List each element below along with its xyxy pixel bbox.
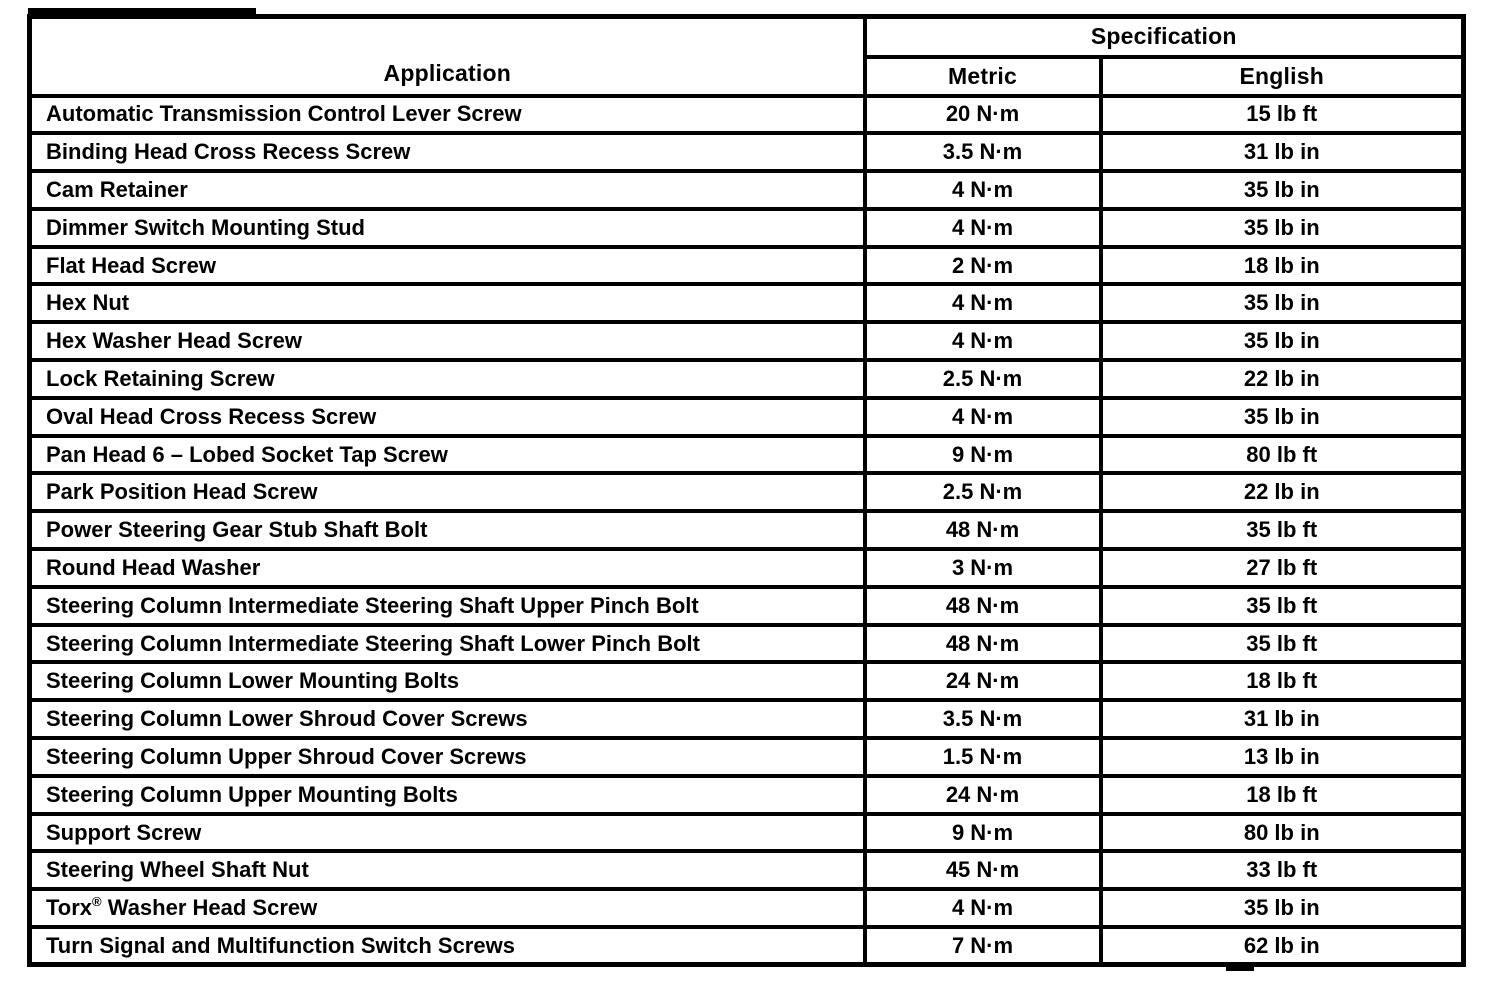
- application-cell: Park Position Head Screw: [30, 473, 865, 511]
- application-cell: Automatic Transmission Control Lever Screw: [30, 96, 865, 134]
- metric-value-cell: 20 N·m: [865, 96, 1101, 134]
- metric-value-cell: 2 N·m: [865, 247, 1101, 285]
- application-cell: Binding Head Cross Recess Screw: [30, 133, 865, 171]
- table-row: [30, 247, 1464, 285]
- table-row: [30, 209, 1464, 247]
- application-cell: Power Steering Gear Stub Shaft Bolt: [30, 511, 865, 549]
- application-cell: Dimmer Switch Mounting Stud: [30, 209, 865, 247]
- table-row: [30, 662, 1464, 700]
- english-value-cell: 35 lb ft: [1101, 587, 1464, 625]
- table-row: [30, 436, 1464, 474]
- table-row: [30, 171, 1464, 209]
- metric-value-cell: 4 N·m: [865, 322, 1101, 360]
- english-value-cell: 35 lb in: [1101, 398, 1464, 436]
- header-row-specification: [30, 17, 1464, 57]
- application-cell: Turn Signal and Multifunction Switch Screws: [30, 927, 865, 965]
- application-cell: Steering Column Lower Mounting Bolts: [30, 662, 865, 700]
- application-cell: Hex Nut: [30, 284, 865, 322]
- table-row: [30, 322, 1464, 360]
- english-value-cell: 18 lb ft: [1101, 662, 1464, 700]
- application-cell: Steering Column Intermediate Steering Shaft Lower Pinch Bolt: [30, 625, 865, 663]
- scan-artifact: [1226, 966, 1254, 971]
- english-value-cell: 35 lb in: [1101, 284, 1464, 322]
- table-row: [30, 398, 1464, 436]
- metric-value-cell: 3.5 N·m: [865, 700, 1101, 738]
- metric-value-cell: 24 N·m: [865, 776, 1101, 814]
- table-row: [30, 133, 1464, 171]
- application-cell: Steering Column Lower Shroud Cover Screws: [30, 700, 865, 738]
- english-value-cell: 15 lb ft: [1101, 96, 1464, 134]
- metric-value-cell: 4 N·m: [865, 889, 1101, 927]
- metric-value-cell: 24 N·m: [865, 662, 1101, 700]
- application-cell: Torx® Washer Head Screw: [30, 889, 865, 927]
- table-row: [30, 473, 1464, 511]
- application-cell: Steering Column Intermediate Steering Shaft Upper Pinch Bolt: [30, 587, 865, 625]
- application-cell: Flat Head Screw: [30, 247, 865, 285]
- scan-artifact: [130, 9, 139, 12]
- table-row: [30, 511, 1464, 549]
- table-row: [30, 889, 1464, 927]
- metric-value-cell: 4 N·m: [865, 398, 1101, 436]
- application-cell: Round Head Washer: [30, 549, 865, 587]
- torque-spec-table: [27, 14, 1466, 967]
- metric-value-cell: 1.5 N·m: [865, 738, 1101, 776]
- metric-value-cell: 4 N·m: [865, 284, 1101, 322]
- table-header: [30, 17, 1464, 96]
- english-value-cell: 35 lb ft: [1101, 625, 1464, 663]
- metric-value-cell: 7 N·m: [865, 927, 1101, 965]
- english-value-cell: 31 lb in: [1101, 700, 1464, 738]
- scan-artifact: [28, 8, 256, 17]
- application-cell: Oval Head Cross Recess Screw: [30, 398, 865, 436]
- application-cell: Steering Column Upper Mounting Bolts: [30, 776, 865, 814]
- table-row: [30, 549, 1464, 587]
- english-value-cell: 22 lb in: [1101, 360, 1464, 398]
- english-value-cell: 62 lb in: [1101, 927, 1464, 965]
- english-value-cell: 35 lb in: [1101, 322, 1464, 360]
- table-row: [30, 360, 1464, 398]
- table-row: [30, 587, 1464, 625]
- metric-value-cell: 9 N·m: [865, 814, 1101, 852]
- specification-column-header: Specification: [865, 17, 1464, 57]
- english-value-cell: 18 lb in: [1101, 247, 1464, 285]
- english-value-cell: 33 lb ft: [1101, 851, 1464, 889]
- english-column-header: English: [1101, 57, 1464, 96]
- english-value-cell: 22 lb in: [1101, 473, 1464, 511]
- english-value-cell: 13 lb in: [1101, 738, 1464, 776]
- application-cell: Steering Wheel Shaft Nut: [30, 851, 865, 889]
- english-value-cell: 18 lb ft: [1101, 776, 1464, 814]
- metric-value-cell: 48 N·m: [865, 587, 1101, 625]
- english-value-cell: 35 lb in: [1101, 889, 1464, 927]
- registered-trademark-symbol: ®: [92, 893, 102, 909]
- table-row: [30, 851, 1464, 889]
- application-column-header: Application: [30, 17, 865, 96]
- english-value-cell: 35 lb in: [1101, 171, 1464, 209]
- english-value-cell: 31 lb in: [1101, 133, 1464, 171]
- application-cell: Pan Head 6 – Lobed Socket Tap Screw: [30, 436, 865, 474]
- english-value-cell: 35 lb ft: [1101, 511, 1464, 549]
- application-cell: Support Screw: [30, 814, 865, 852]
- table-row: [30, 927, 1464, 965]
- metric-value-cell: 2.5 N·m: [865, 473, 1101, 511]
- table-row: [30, 814, 1464, 852]
- metric-value-cell: 9 N·m: [865, 436, 1101, 474]
- table-row: [30, 700, 1464, 738]
- english-value-cell: 80 lb ft: [1101, 436, 1464, 474]
- application-cell: Steering Column Upper Shroud Cover Screws: [30, 738, 865, 776]
- english-value-cell: 80 lb in: [1101, 814, 1464, 852]
- metric-value-cell: 48 N·m: [865, 625, 1101, 663]
- table-row: [30, 776, 1464, 814]
- metric-value-cell: 45 N·m: [865, 851, 1101, 889]
- metric-column-header: Metric: [865, 57, 1101, 96]
- english-value-cell: 35 lb in: [1101, 209, 1464, 247]
- table-body: [30, 96, 1464, 965]
- table-row: [30, 96, 1464, 134]
- table-row: [30, 625, 1464, 663]
- metric-value-cell: 2.5 N·m: [865, 360, 1101, 398]
- metric-value-cell: 4 N·m: [865, 209, 1101, 247]
- application-cell: Cam Retainer: [30, 171, 865, 209]
- metric-value-cell: 3 N·m: [865, 549, 1101, 587]
- metric-value-cell: 4 N·m: [865, 171, 1101, 209]
- application-cell: Lock Retaining Screw: [30, 360, 865, 398]
- metric-value-cell: 48 N·m: [865, 511, 1101, 549]
- table-row: [30, 284, 1464, 322]
- application-cell: Hex Washer Head Screw: [30, 322, 865, 360]
- table-row: [30, 738, 1464, 776]
- english-value-cell: 27 lb ft: [1101, 549, 1464, 587]
- metric-value-cell: 3.5 N·m: [865, 133, 1101, 171]
